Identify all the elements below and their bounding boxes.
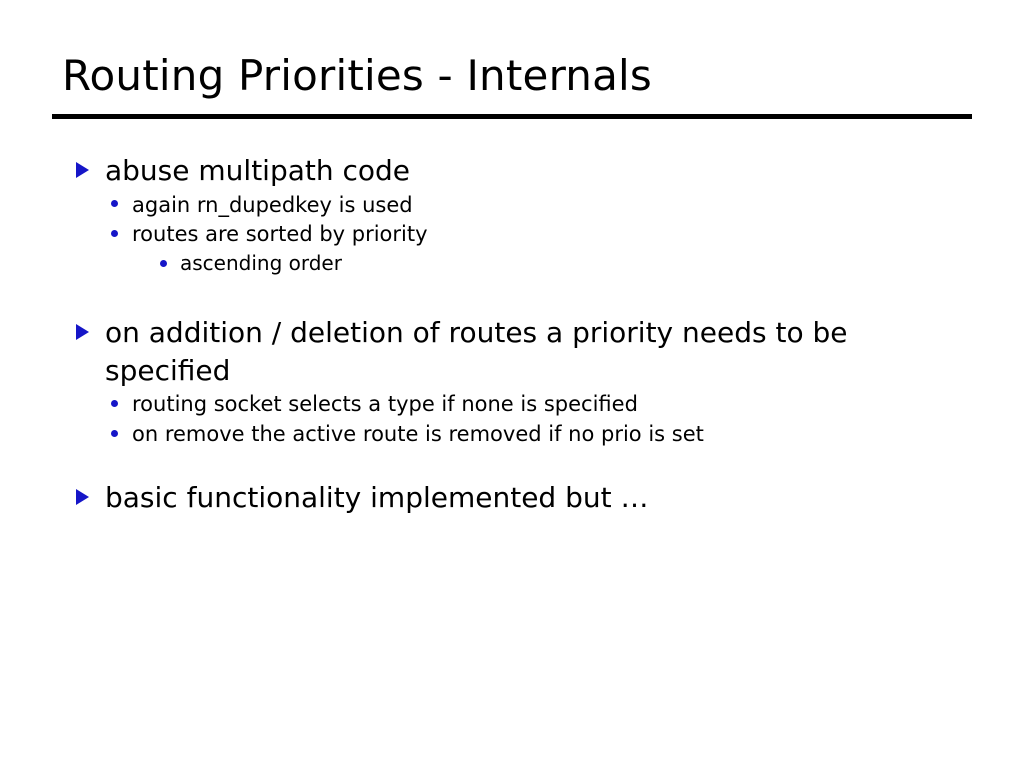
list-item-label: on remove the active route is removed if no prio is set (132, 422, 704, 447)
page-title: Routing Priorities - Internals (62, 51, 653, 100)
list-item (70, 152, 970, 190)
bullet-group-1 (70, 152, 970, 278)
spacer (70, 449, 970, 479)
spacer (70, 278, 970, 314)
list-item (70, 420, 970, 449)
list-item (70, 479, 970, 517)
bullet-group-3 (70, 479, 970, 517)
list-item-label: on addition / deletion of routes a priority needs to be specified (105, 316, 848, 387)
title-divider (52, 114, 972, 119)
list-item-label: routes are sorted by priority (132, 222, 428, 247)
triangle-bullet-icon (76, 162, 89, 178)
bullet-group-2 (70, 314, 970, 449)
triangle-bullet-icon (76, 489, 89, 505)
triangle-bullet-icon (76, 324, 89, 340)
list-item-label: basic functionality implemented but … (105, 481, 649, 515)
dot-bullet-icon (111, 430, 118, 437)
list-item-label: routing socket selects a type if none is specified (132, 392, 638, 417)
list-item (70, 220, 970, 249)
dot-bullet-icon (111, 400, 118, 407)
list-item-label: again rn_dupedkey is used (132, 192, 413, 217)
list-item-label: ascending order (180, 251, 342, 276)
dot-bullet-icon (160, 260, 167, 267)
list-item (70, 314, 970, 389)
list-item-label: abuse multipath code (105, 154, 411, 187)
list-item (70, 250, 970, 278)
slide-body (70, 152, 970, 517)
list-item (70, 191, 970, 220)
list-item (70, 390, 970, 419)
dot-bullet-icon (111, 200, 118, 207)
dot-bullet-icon (111, 230, 118, 237)
